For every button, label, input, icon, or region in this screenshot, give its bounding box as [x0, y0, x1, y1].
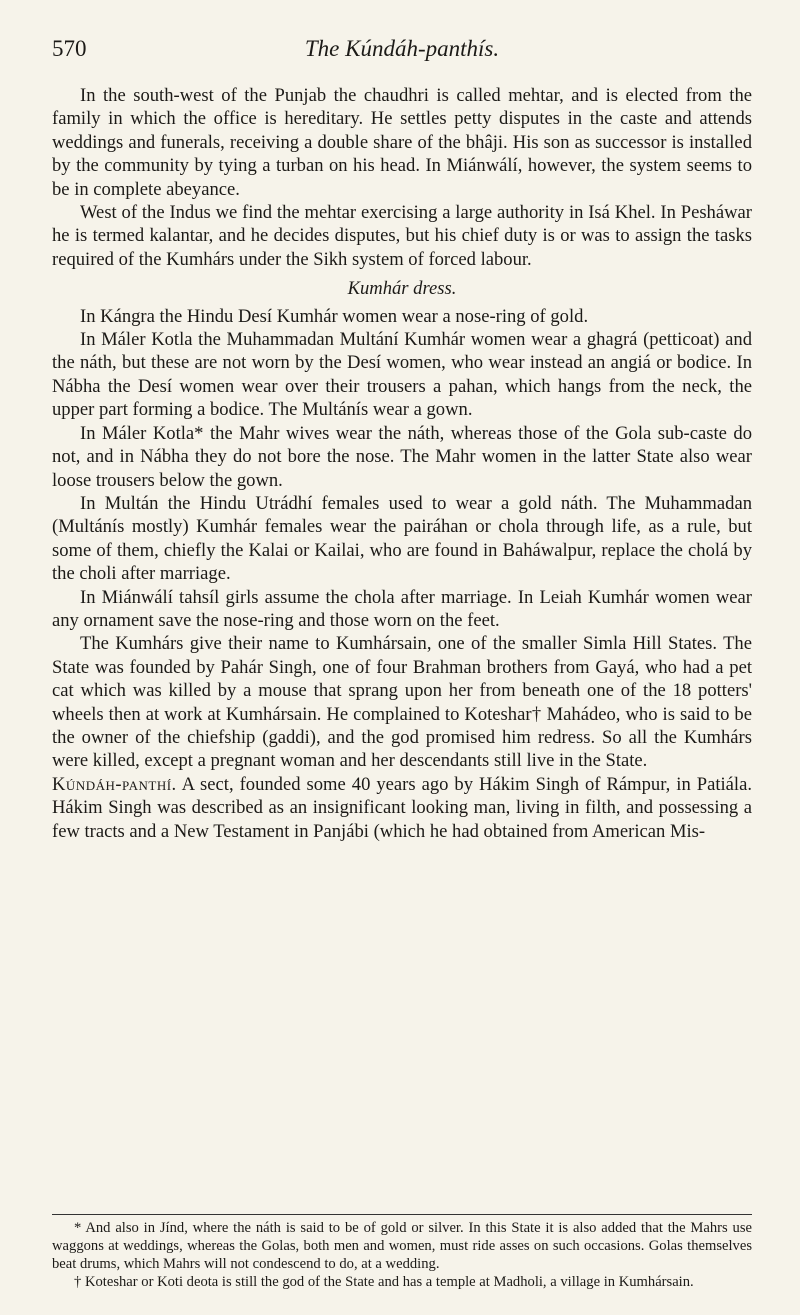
- paragraph-multan: In Multán the Hindu Utrádhí females used to wear a gold náth. The Muhammadan (Multánís mostly) Kumhár females wear the pairáhan or chola through life, as a rule, but some of them, chiefly the Kalai or Kailai, who are found in Baháwalpur, replace the cholá by the choli after marriage.: [52, 492, 752, 585]
- page-number: 570: [52, 36, 87, 61]
- running-header: [52, 36, 752, 66]
- paragraph-mianwali: In Miánwálí tahsíl girls assume the chola after marriage. In Leiah Kumhár women wear any ornament save the nose-ring and those worn on the feet.: [52, 586, 752, 631]
- section-heading-dress: Kumhár dress.: [347, 278, 457, 300]
- footnotes: [52, 1214, 752, 1291]
- paragraph-maler-kotla: In Máler Kotla the Muhammadan Multání Kumhár women wear a ghagrá (petticoat) and the náth, but these are not worn by the Desí women, who wear instead an angiá or bodice. In Nábha the Desí women wear over their trousers a pahan, which hangs from the neck, the upper part forming a bodice. The Multánís wear a gown.: [52, 329, 752, 421]
- paragraph-kundah-panthi: [52, 773, 752, 843]
- paragraph-mehtar-south-west: In the south-west of the Punjab the chaudhri is called mehtar, and is elected from the family in which the office is hereditary. He settles petty disputes in the caste and attends weddings and funerals, receiving a double share of the bhâji. His son as successor is installed by the community by tying a turban on his head. In Miánwálí, however, the system seems to be in complete abeyance.: [52, 85, 752, 200]
- footnote-koteshar: † Koteshar or Koti deota is still the god of the State and has a temple at Madholi, a village in Kumhársain.: [74, 1274, 694, 1290]
- paragraph-kangra: In Kángra the Hindu Desí Kumhár women wear a nose-ring of gold.: [80, 305, 589, 327]
- entry-text: A sect, founded some 40 years ago by Hákim Singh of Rámpur, in Patiála. Hákim Singh was described as an insignificant looking man, living in filth, and possessing a few tracts and a New Testament in Panjábi (which he had obtained from American Mis-: [52, 773, 752, 842]
- entry-heading: Kúndáh-panthí.: [52, 773, 177, 795]
- body-text: [52, 84, 752, 843]
- paragraph-mahr-wives: In Máler Kotla* the Mahr wives wear the náth, whereas those of the Gola sub-caste do not, and in Nábha they do not bore the nose. The Mahr women in the latter State also wear loose trousers below the gown.: [52, 422, 752, 491]
- running-title: The Kúndáh-panthís.: [304, 36, 500, 61]
- paragraph-mehtar-indus: West of the Indus we find the mehtar exercising a large authority in Isá Khel. In Pesháwar he is termed kalantar, and he decides disputes, but his chief duty is or was to assign the tasks required of the Kumhárs under the Sikh system of forced labour.: [52, 202, 752, 270]
- paragraph-kumharsain: The Kumhárs give their name to Kumhársain, one of the smaller Simla Hill States. The State was founded by Pahár Singh, one of four Brahman brothers from Gayá, who had a pet cat which was killed by a mouse that sprang upon her from beneath one of the 18 potters' wheels then at work at Kumhársain. He complained to Koteshar† Mahádeo, who is said to be the owner of the chiefship (gaddi), and the god promised him redress. So all the Kumhárs were killed, except a pregnant woman and her descendants still live in the State.: [52, 633, 752, 772]
- footnote-jind: * And also in Jínd, where the náth is said to be of gold or silver. In this State it is also added that the Mahrs use waggons at weddings, whereas the Golas, both men and women, must ride asses on such occasions. Golas themselves beat drums, which Mahrs will not condescend to do, at a wedding.: [52, 1220, 752, 1272]
